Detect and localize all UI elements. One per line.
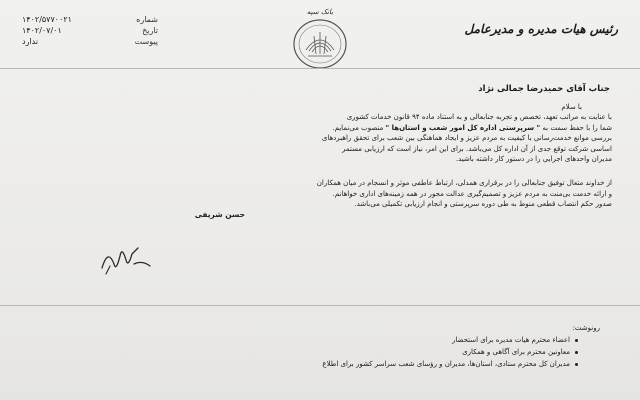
- letterhead-title: رئیس هیات مدیره و مدیرعامل: [464, 22, 618, 36]
- paragraph-line: اساسی شرکت توقع جدی از آن اداره کل می‌باشد. برای این امر، نیاز است که ارزیابی مستمر: [341, 144, 612, 153]
- number-label: شماره: [136, 15, 158, 24]
- signer-name: حسن شریفی: [194, 210, 245, 219]
- meta-number-row: [18, 14, 158, 25]
- paragraph-line-start: شما را با حفظ سمت به: [542, 123, 612, 132]
- meta-date-row: [18, 25, 158, 36]
- emblem: [270, 8, 370, 70]
- date-value: ۱۴۰۲/۰۷/۰۱: [22, 26, 62, 35]
- paragraph-line: مدیران واحدهای اجرایی را در دستور کار داشته باشید.: [455, 155, 612, 164]
- paragraph-line: [26, 123, 612, 134]
- paragraph-line: از خداوند متعال توفیق جنابعالی را در برقراری همدلی، ارتباط عاطفی موثر و انسجام در میان همکاران: [316, 179, 612, 187]
- paragraph-line: بررسی موانع خدمت‌رسانی با کیفیت به مردم عزیز و ایجاد هماهنگی بین شعب برای تحقق راهبردهای: [321, 134, 612, 143]
- letter-meta: [18, 14, 158, 47]
- greeting: با سلام: [561, 103, 582, 111]
- copy-recipient: مدیران کل محترم ستادی، استان‌ها، مدیران و رؤسای شعب سراسر کشور برای اطلاع: [218, 358, 578, 370]
- paragraph-wishes: [26, 178, 612, 220]
- emblem-seal-icon: [292, 18, 348, 70]
- paragraph-line-end: منصوب می‌نمایم.: [332, 123, 384, 132]
- paragraph-line: و ارائه خدمت بی‌منت به مردم عزیز و تصمیم‌گیری عدالت محور در همه زمینه‌های اداری خواهانم.: [332, 189, 612, 198]
- copy-recipient: اعضاء محترم هیات مدیره برای استحضار: [218, 334, 578, 346]
- meta-attachment-row: [18, 36, 158, 47]
- position-title: " سرپرستی اداره کل امور شعب و استان‌ها ": [385, 123, 541, 132]
- attachment-value: ندارد: [22, 37, 39, 46]
- date-label: تاریخ: [142, 26, 158, 35]
- footer-divider: [0, 305, 640, 306]
- paragraph-line: صدور حکم انتصاب قطعی منوط به طی دوره سرپرستی و انجام ارزیابی تکمیلی می‌باشد.: [354, 200, 612, 209]
- paragraph-line: با عنایت به مراتب تعهد، تخصص و تجربه جنابعالی و به استناد ماده ۹۴ قانون خدمات کشوری: [346, 113, 612, 121]
- signature-image: [98, 238, 168, 278]
- copy-recipient: معاونین محترم برای آگاهی و همکاری: [218, 346, 578, 358]
- recipient: جناب آقای حمیدرضا جمالی نژاد: [478, 84, 610, 94]
- attachment-label: پیوست: [134, 37, 158, 46]
- paragraph-appointment: [26, 112, 612, 176]
- number-value: ۱۴۰۲/۵۷۷۰۰۲۱: [22, 15, 72, 24]
- emblem-caption: بانک سپه: [306, 8, 334, 16]
- copies-heading: رونوشت:: [572, 324, 600, 332]
- copies-list: [218, 334, 578, 370]
- header-divider: [0, 68, 640, 69]
